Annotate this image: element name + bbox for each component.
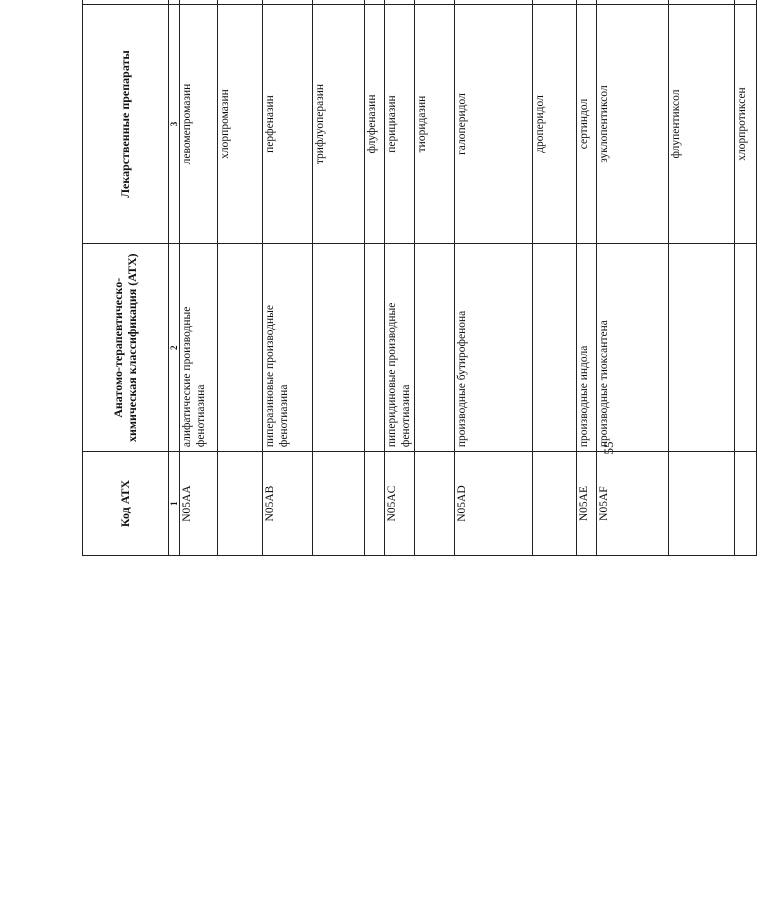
drug-name: хлорпромазин xyxy=(218,4,263,244)
drug-name: перициазин xyxy=(385,4,415,244)
atc-code xyxy=(669,452,735,556)
drug-name: зуклопентиксол xyxy=(597,4,669,244)
dosage-forms xyxy=(577,0,597,4)
dosage-forms xyxy=(669,0,735,4)
table-row xyxy=(180,0,218,556)
atc-classification: производные индола xyxy=(577,244,597,452)
atc-code: N05AC xyxy=(385,452,415,556)
table-row xyxy=(365,0,385,556)
dosage-forms xyxy=(385,0,415,4)
atc-classification: пиперидиновые производные фенотиазина xyxy=(385,244,415,452)
table-row xyxy=(313,0,365,556)
atc-code: N05AE xyxy=(577,452,597,556)
table-row xyxy=(415,0,455,556)
atc-code xyxy=(735,452,757,556)
drug-name: перфеназин xyxy=(263,4,313,244)
atc-table xyxy=(82,0,757,556)
atc-code: N05AB xyxy=(263,452,313,556)
header-drugs: Лекарственные препараты xyxy=(83,4,169,244)
atc-code xyxy=(313,452,365,556)
table-row xyxy=(669,0,735,556)
atc-classification xyxy=(365,244,385,452)
atc-classification xyxy=(669,244,735,452)
dosage-forms xyxy=(365,0,385,4)
column-number xyxy=(169,0,180,4)
atc-code: N05AD xyxy=(455,452,533,556)
table-row xyxy=(385,0,415,556)
table-row xyxy=(263,0,313,556)
atc-classification xyxy=(313,244,365,452)
atc-classification xyxy=(218,244,263,452)
column-number-row xyxy=(169,0,180,556)
header-classification: Анатомо-терапевтическо-химическая классификация (АТХ) xyxy=(83,244,169,452)
header-row xyxy=(83,0,169,556)
drug-name: флупентиксол xyxy=(669,4,735,244)
header-forms xyxy=(83,0,169,4)
page-number: 55 xyxy=(601,441,616,455)
atc-classification: производные бутирофенона xyxy=(455,244,533,452)
dosage-forms xyxy=(263,0,313,4)
column-number: 1 xyxy=(169,452,180,556)
table-row xyxy=(597,0,669,556)
table-row xyxy=(218,0,263,556)
atc-code: N05AA xyxy=(180,452,218,556)
dosage-forms xyxy=(180,0,218,4)
drug-name: хлорпротиксен xyxy=(735,4,757,244)
drug-name: сертиндол xyxy=(577,4,597,244)
atc-classification: алифатические производные фенотиазина xyxy=(180,244,218,452)
drug-name: трифлуоперазин xyxy=(313,4,365,244)
dosage-forms xyxy=(735,0,757,4)
atc-code xyxy=(218,452,263,556)
table-row xyxy=(577,0,597,556)
column-number: 3 xyxy=(169,4,180,244)
column-number: 2 xyxy=(169,244,180,452)
atc-code xyxy=(365,452,385,556)
dosage-forms xyxy=(415,0,455,4)
dosage-forms xyxy=(533,0,577,4)
table-row xyxy=(533,0,577,556)
drug-name: тиоридазин xyxy=(415,4,455,244)
atc-classification xyxy=(533,244,577,452)
atc-classification: пиперазиновые производные фенотиазина xyxy=(263,244,313,452)
atc-code xyxy=(533,452,577,556)
dosage-forms xyxy=(455,0,533,4)
atc-code: N05AF xyxy=(597,452,669,556)
header-code: Код АТХ xyxy=(83,452,169,556)
atc-classification xyxy=(415,244,455,452)
drug-name: флуфеназин xyxy=(365,4,385,244)
drug-name: галоперидол xyxy=(455,4,533,244)
drug-name: левомепромазин xyxy=(180,4,218,244)
dosage-forms xyxy=(597,0,669,4)
dosage-forms xyxy=(218,0,263,4)
dosage-forms xyxy=(313,0,365,4)
atc-classification xyxy=(735,244,757,452)
drug-name: дроперидол xyxy=(533,4,577,244)
table-row xyxy=(455,0,533,556)
atc-code xyxy=(415,452,455,556)
table-row xyxy=(735,0,757,556)
atc-classification: производные тиоксантена xyxy=(597,244,669,452)
